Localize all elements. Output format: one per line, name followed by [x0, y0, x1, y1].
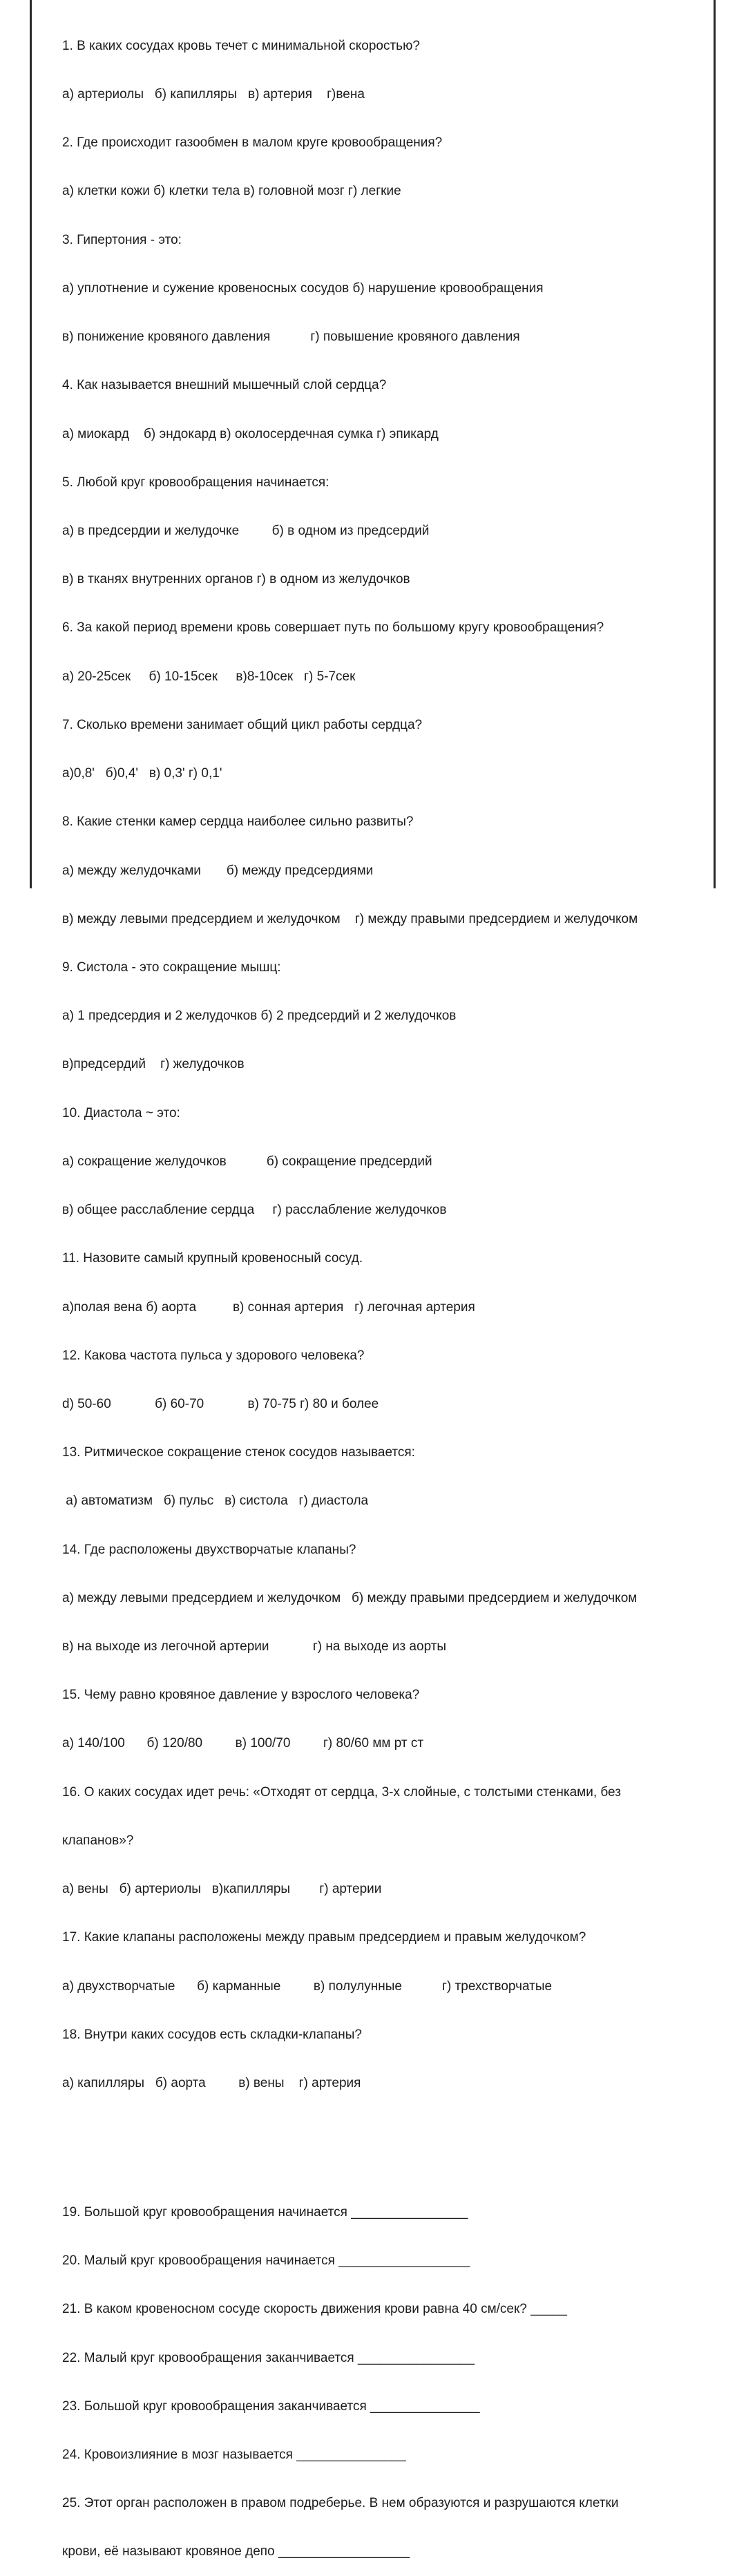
q8-options-b: в) между левыми предсердием и желудочком г) между правыми предсердием и желудочком [62, 911, 638, 926]
left-page-edge [30, 0, 32, 888]
q7-text: 7. Сколько времени занимает общий цикл работы сердца? [62, 717, 423, 732]
q7-options: а)0,8' б)0,4' в) 0,3' г) 0,1' [62, 766, 222, 781]
q5-options-b: в) в тканях внутренних органов г) в одном из желудочков [62, 572, 410, 587]
q15-options: а) 140/100 б) 120/80 в) 100/70 г) 80/60 мм рт ст [62, 1736, 424, 1751]
q6-text: 6. За какой период времени кровь совершает путь по большому кругу кровообращения? [62, 620, 604, 636]
q1-options: а) артериолы б) капилляры в) артерия г)вена [62, 87, 365, 102]
q8-options-a: а) между желудочками б) между предсердиями [62, 863, 374, 878]
q22-fill: 22. Малый круг кровообращения заканчивается ________________ [62, 2350, 475, 2365]
q1-text: 1. В каких сосудах кровь течет с минимальной скоростью? [62, 38, 420, 53]
q23-fill: 23. Большой круг кровообращения заканчивается _______________ [62, 2398, 480, 2414]
q19-fill: 19. Большой круг кровообращения начинается ________________ [62, 2204, 468, 2220]
q16-options: а) вены б) артериолы в)капилляры г) артерии [62, 1882, 382, 1897]
q11-options: а)полая вена б) аорта в) сонная артерия г) легочная артерия [62, 1299, 475, 1315]
q16-text-cont: клапанов»? [62, 1833, 134, 1848]
quiz-sheet [62, 6, 708, 2576]
q4-options: а) миокард б) эндокард в) околосердечная сумка г) эпикард [62, 426, 439, 441]
q13-options: а) автоматизм б) пульс в) систола г) диастола [62, 1494, 369, 1509]
q2-text: 2. Где происходит газообмен в малом круге кровообращения? [62, 135, 443, 151]
q14-text: 14. Где расположены двухстворчатые клапаны? [62, 1542, 356, 1557]
right-page-edge [714, 0, 716, 888]
q11-text: 11. Назовите самый крупный кровеносный сосуд. [62, 1251, 363, 1266]
q17-text: 17. Какие клапаны расположены между правым предсердием и правым желудочком? [62, 1930, 586, 1945]
q13-text: 13. Ритмическое сокращение стенок сосудов называется: [62, 1445, 415, 1460]
q16-text: 16. О каких сосудах идет речь: «Отходят от сердца, 3-х слойные, с толстыми стенками, без [62, 1784, 621, 1800]
section-gap [62, 2140, 708, 2156]
q5-options-a: а) в предсердии и желудочке б) в одном из предсердий [62, 524, 430, 538]
q3-options-a: а) уплотнение и сужение кровеносных сосудов б) нарушение кровообращения [62, 280, 544, 296]
q14-options-a: а) между левыми предсердием и желудочком б) между правыми предсердием и желудочком [62, 1590, 638, 1605]
q12-options: d) 50-60 б) 60-70 в) 70-75 г) 80 и более [62, 1396, 379, 1411]
q3-text: 3. Гипертония - это: [62, 232, 182, 247]
q10-text: 10. Диастола ~ это: [62, 1105, 180, 1120]
q2-options: а) клетки кожи б) клетки тела в) головной мозг г) легкие [62, 184, 401, 199]
q3-options-b: в) понижение кровяного давления г) повышение кровяного давления [62, 330, 520, 345]
q8-text: 8. Какие стенки камер сердца наиболее сильно развиты? [62, 814, 414, 830]
q20-fill: 20. Малый круг кровообращения начинается __________________ [62, 2253, 470, 2269]
q14-options-b: в) на выходе из легочной артерии г) на выходе из аорты [62, 1639, 447, 1654]
q12-text: 12. Какова частота пульса у здорового человека? [62, 1348, 365, 1363]
q9-options-b: в)предсердий г) желудочков [62, 1057, 245, 1072]
q6-options: а) 20-25сек б) 10-15сек в)8-10сек г) 5-7сек [62, 669, 356, 684]
q21-fill: 21. В каком кровеносном сосуде скорость движения крови равна 40 см/сек? _____ [62, 2302, 567, 2317]
q18-options: а) капилляры б) аорта в) вены г) артерия [62, 2076, 361, 2090]
q10-options-b: в) общее расслабление сердца г) расслабление желудочков [62, 1203, 447, 1218]
q25-fill-cont: крови, её называют кровяное депо __________________ [62, 2544, 410, 2559]
q18-text: 18. Внутри каких сосудов есть складки-клапаны? [62, 2027, 362, 2042]
q25-fill: 25. Этот орган расположен в правом подреберье. В нем образуются и разрушаются клетки [62, 2496, 619, 2511]
q24-fill: 24. Кровоизлияние в мозг называется _______________ [62, 2447, 406, 2462]
q9-options-a: а) 1 предсердия и 2 желудочков б) 2 предсердий и 2 желудочков [62, 1009, 457, 1024]
q17-options: а) двухстворчатые б) карманные в) полулунные г) трехстворчатые [62, 1978, 553, 1994]
q4-text: 4. Как называется внешний мышечный слой сердца? [62, 378, 387, 393]
q10-options-a: а) сокращение желудочков б) сокращение предсердий [62, 1154, 432, 1169]
q15-text: 15. Чему равно кровяное давление у взрослого человека? [62, 1688, 420, 1703]
q5-text: 5. Любой круг кровообращения начинается: [62, 475, 329, 490]
q9-text: 9. Систола - это сокращение мышц: [62, 960, 281, 975]
